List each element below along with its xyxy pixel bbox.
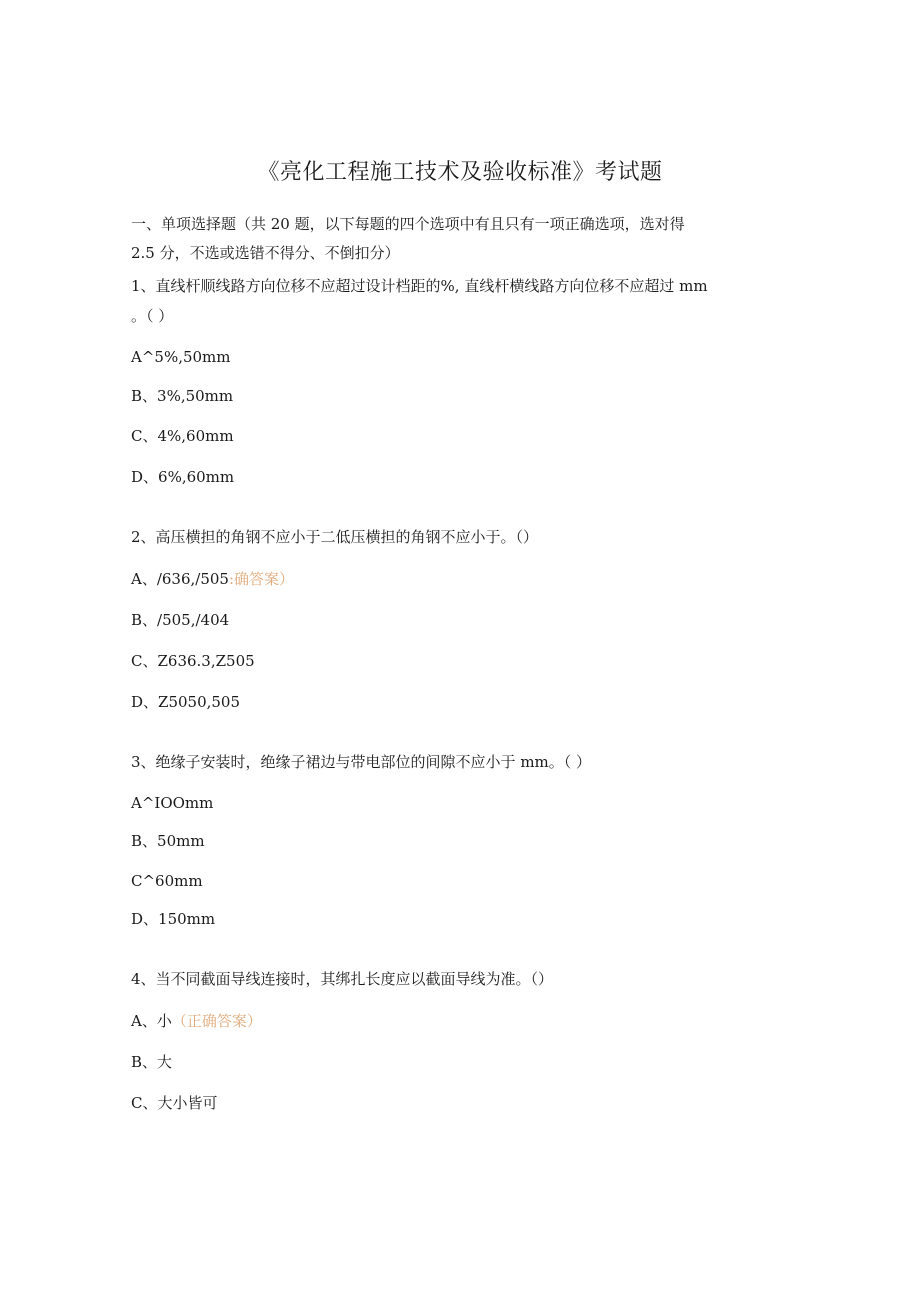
question-3-option-a: A^IOOmm <box>131 794 214 812</box>
question-2-option-c: C、Z636.3,Z505 <box>131 652 255 670</box>
correct-answer-mark: :确答案） <box>228 570 295 588</box>
question-1-option-d: D、6%,60mm <box>131 468 235 486</box>
question-2-option-a-text: A、/636,/505 <box>131 570 229 588</box>
question-4-option-a <box>131 1010 262 1032</box>
question-2-option-b: B、/505,/404 <box>131 611 230 629</box>
question-3-option-c: C^60mm <box>131 872 203 890</box>
correct-answer-mark: （正确答案） <box>171 1012 262 1030</box>
question-1-option-a: A^5%,50mm <box>131 348 231 366</box>
question-1-stem-continued: 。（ ） <box>131 307 174 325</box>
question-2-option-a <box>131 568 294 590</box>
question-3-option-b: B、50mm <box>131 832 205 850</box>
question-1-stem: 1、直线杆顺线路方向位移不应超过设计档距的%, 直线杆横线路方向位移不应超过 mm <box>131 277 708 295</box>
question-2-option-d: D、Z5050,505 <box>131 693 241 711</box>
question-4-stem: 4、当不同截面导线连接时，其绑扎长度应以截面导线为准。（） <box>131 970 554 988</box>
question-1-option-c: C、4%,60mm <box>131 427 234 445</box>
document-title: 《亮化工程施工技术及验收标准》考试题 <box>257 160 663 185</box>
question-3-option-d: D、150mm <box>131 910 216 928</box>
question-4-option-c: C、大小皆可 <box>131 1094 218 1112</box>
section-heading-line-1: 一、单项选择题（共 20 题，以下每题的四个选项中有且只有一项正确选项，选对得 <box>131 215 685 233</box>
question-3-stem: 3、绝缘子安装时，绝缘子裙边与带电部位的间隙不应小于 mm。（ ） <box>131 753 592 771</box>
question-1-option-b: B、3%,50mm <box>131 387 234 405</box>
question-4-option-b: B、大 <box>131 1053 173 1071</box>
question-2-stem: 2、高压横担的角钢不应小于二低压横担的角钢不应小于。（） <box>131 528 539 546</box>
section-heading-line-2: 2.5 分，不选或选错不得分、不倒扣分） <box>131 244 400 262</box>
question-4-option-a-text: A、小 <box>131 1012 172 1030</box>
